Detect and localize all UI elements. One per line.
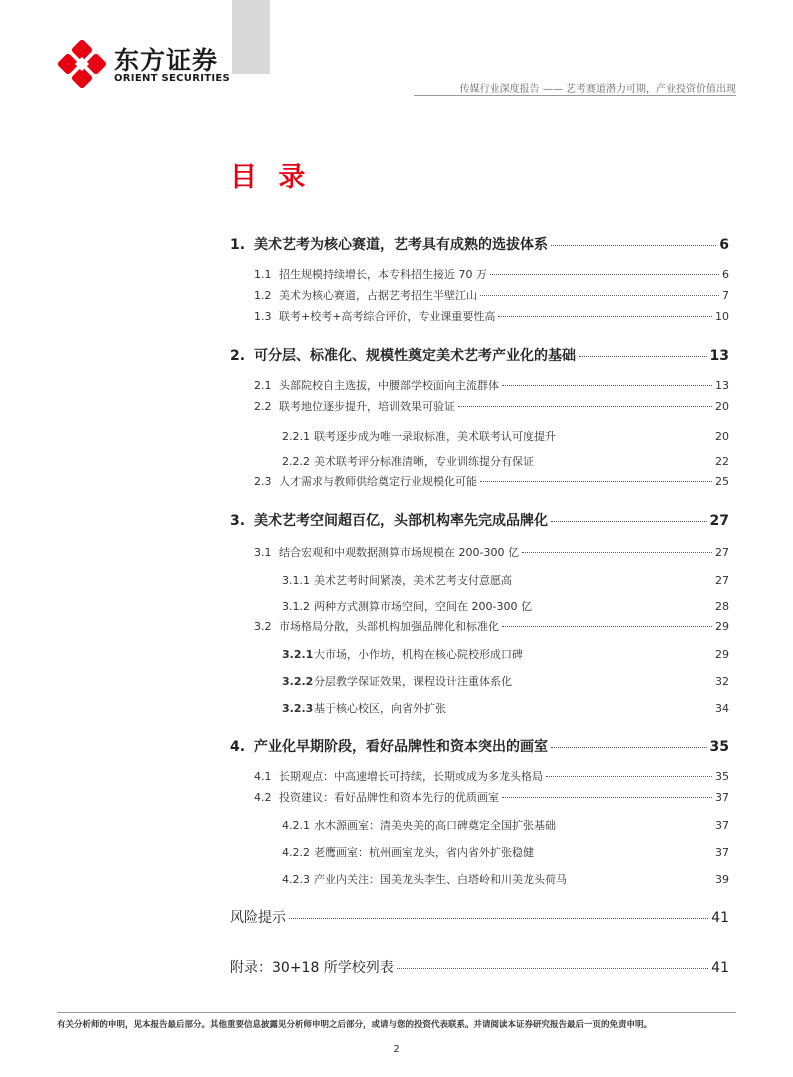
toc-entry-number: 3.2 bbox=[254, 620, 272, 633]
toc-entry-2-1[interactable] bbox=[254, 377, 729, 393]
toc-entry-text: 风险提示 bbox=[230, 910, 286, 926]
toc-title: 目 录 bbox=[230, 162, 312, 193]
toc-entry-number: 2.1 bbox=[254, 379, 272, 392]
dot-leader bbox=[502, 626, 712, 627]
dot-leader bbox=[551, 245, 716, 246]
toc-entry-page: 6 bbox=[722, 268, 729, 281]
footer-divider bbox=[57, 1012, 736, 1013]
dot-leader bbox=[579, 356, 707, 357]
dot-leader bbox=[502, 385, 712, 386]
toc-entry-number: 3.2.3 bbox=[282, 702, 314, 715]
toc-entry-page: 28 bbox=[715, 600, 729, 613]
dot-leader bbox=[551, 521, 707, 522]
toc-entry-text: 分层教学保证效果，课程设计注重体系化 bbox=[314, 675, 512, 688]
toc-entry-3-1[interactable] bbox=[254, 544, 729, 560]
header-gray-block bbox=[232, 0, 270, 74]
toc-entry-page: 41 bbox=[711, 960, 729, 976]
toc-entry-text: 市场格局分散，头部机构加强品牌化和标准化 bbox=[279, 620, 499, 633]
toc-entry-text: 长期观点：中高速增长可持续，长期或成为多龙头格局 bbox=[279, 770, 543, 783]
toc-entry-text: 附录：30+18 所学校列表 bbox=[230, 960, 394, 976]
toc-entry-text: 产业内关注：国美龙头李生、白塔岭和川美龙头荷马 bbox=[314, 873, 567, 886]
toc-entry-4-2-2[interactable] bbox=[282, 844, 729, 860]
toc-entry-1[interactable] bbox=[230, 234, 729, 254]
dot-leader bbox=[546, 776, 712, 777]
toc-entry-page: 37 bbox=[715, 819, 729, 832]
toc-entry-text: 美术艺考时间紧凑，美术艺考支付意愿高 bbox=[314, 574, 512, 587]
toc-entry-number: 1.1 bbox=[254, 268, 272, 281]
toc-entry-number: 1.2 bbox=[254, 289, 272, 302]
toc-entry-2[interactable] bbox=[230, 345, 729, 365]
dot-leader bbox=[502, 797, 712, 798]
toc-entry-text: 投资建议：看好品牌性和资本先行的优质画室 bbox=[279, 791, 499, 804]
toc-entry-number: 4.2.2 bbox=[282, 846, 310, 859]
toc-entry-4-2[interactable] bbox=[254, 789, 729, 805]
toc-entry-page: 13 bbox=[715, 379, 729, 392]
toc-entry-page: 22 bbox=[715, 455, 729, 468]
toc-entry-text: 人才需求与教师供给奠定行业规模化可能 bbox=[279, 475, 477, 488]
toc-entry-number: 4.2.3 bbox=[282, 873, 310, 886]
toc-entry-number: 1. bbox=[230, 237, 246, 253]
toc-entry-page: 27 bbox=[715, 574, 729, 587]
toc-entry-number: 3.2.1 bbox=[282, 648, 314, 661]
toc-entry-text: 联考逐步成为唯一录取标准，美术联考认可度提升 bbox=[314, 430, 556, 443]
toc-entry-page: 35 bbox=[709, 739, 729, 755]
toc-entry-4[interactable] bbox=[230, 736, 729, 756]
toc-entry-text: 基于核心校区，向省外扩张 bbox=[314, 702, 446, 715]
toc-entry-2-2-1[interactable] bbox=[282, 428, 729, 444]
toc-entry-page: 7 bbox=[722, 289, 729, 302]
toc-entry-page: 34 bbox=[715, 702, 729, 715]
toc-entry-text: 大市场，小作坊，机构在核心院校形成口碑 bbox=[314, 648, 523, 661]
toc-entry-number: 4.2.1 bbox=[282, 819, 310, 832]
orient-securities-logo-icon bbox=[58, 40, 106, 88]
toc-entry-text: 产业化早期阶段，看好品牌性和资本突出的画室 bbox=[254, 739, 548, 755]
toc-entry-3-2-2[interactable] bbox=[282, 673, 729, 689]
toc-entry-text: 美术联考评分标准清晰，专业训练提分有保证 bbox=[314, 455, 534, 468]
toc-entry-page: 37 bbox=[715, 791, 729, 804]
toc-entry-number: 4. bbox=[230, 739, 246, 755]
toc-entry-number: 3.1.2 bbox=[282, 600, 310, 613]
toc-entry-number: 4.2 bbox=[254, 791, 272, 804]
dot-leader bbox=[397, 968, 708, 969]
toc-entry-3-1-1[interactable] bbox=[282, 572, 729, 588]
dot-leader bbox=[490, 274, 719, 275]
toc-entry-page: 32 bbox=[715, 675, 729, 688]
dot-leader bbox=[551, 747, 707, 748]
toc-entry-number: 4.1 bbox=[254, 770, 272, 783]
toc-entry-text: 可分层、标准化、规模性奠定美术艺考产业化的基础 bbox=[254, 348, 576, 364]
toc-entry-page: 39 bbox=[715, 873, 729, 886]
toc-entry-number: 3.1.1 bbox=[282, 574, 310, 587]
dot-leader bbox=[498, 316, 712, 317]
toc-entry-page: 41 bbox=[711, 910, 729, 926]
toc-entry-page: 29 bbox=[715, 648, 729, 661]
toc-entry-2-3[interactable] bbox=[254, 473, 729, 489]
toc-entry-3[interactable] bbox=[230, 510, 729, 530]
toc-entry-text: 联考地位逐步提升，培训效果可验证 bbox=[279, 400, 455, 413]
dot-leader bbox=[480, 295, 719, 296]
toc-entry-text: 招生规模持续增长，本专科招生接近 70 万 bbox=[279, 268, 487, 281]
toc-entry-number: 3.1 bbox=[254, 546, 272, 559]
toc-entry-text: 老鹰画室：杭州画室龙头，省内省外扩张稳健 bbox=[314, 846, 534, 859]
toc-entry-text: 结合宏观和中观数据测算市场规模在 200-300 亿 bbox=[279, 546, 519, 559]
toc-entry-text: 美术艺考为核心赛道，艺考具有成熟的选拔体系 bbox=[254, 237, 548, 253]
dot-leader bbox=[289, 918, 708, 919]
toc-entry-3-2-3[interactable] bbox=[282, 700, 729, 716]
toc-entry-4-2-3[interactable] bbox=[282, 871, 729, 887]
report-header-title: 传媒行业深度报告 —— 艺考赛道潜力可期，产业投资价值出现 bbox=[459, 84, 736, 95]
toc-entry-text: 两种方式测算市场空间，空间在 200-300 亿 bbox=[314, 600, 532, 613]
toc-entry-4-2-1[interactable] bbox=[282, 817, 729, 833]
toc-entry-page: 35 bbox=[715, 770, 729, 783]
toc-entry-3-1-2[interactable] bbox=[282, 598, 729, 614]
toc-entry-number: 1.3 bbox=[254, 310, 272, 323]
toc-entry-1-1[interactable] bbox=[254, 266, 729, 282]
toc-entry-2-2-2[interactable] bbox=[282, 453, 729, 469]
toc-entry-text: 美术为核心赛道，占据艺考招生半壁江山 bbox=[279, 289, 477, 302]
toc-entry-text: 联考+校考+高考综合评价，专业课重要性高 bbox=[279, 310, 496, 323]
toc-entry-number: 3. bbox=[230, 513, 246, 529]
toc-entry-page: 37 bbox=[715, 846, 729, 859]
toc-entry-4-1[interactable] bbox=[254, 768, 729, 784]
brand-name-en: ORIENT SECURITIES bbox=[114, 73, 231, 84]
page-number: 2 bbox=[393, 1044, 400, 1055]
toc-entry-appendix[interactable] bbox=[230, 957, 729, 977]
toc-entry-3-2-1[interactable] bbox=[282, 646, 729, 662]
toc-entry-text: 头部院校自主选拔，中腰部学校面向主流群体 bbox=[279, 379, 499, 392]
disclaimer-text: 有关分析师的申明，见本报告最后部分。其他重要信息披露见分析师申明之后部分，或请与您的投资代表联系。并请阅读本证券研究报告最后一页的免责申明。 bbox=[57, 1020, 653, 1030]
toc-entry-2-2[interactable] bbox=[254, 398, 729, 414]
toc-entry-number: 2.2.2 bbox=[282, 455, 310, 468]
toc-entry-1-2[interactable] bbox=[254, 287, 729, 303]
dot-leader bbox=[480, 481, 712, 482]
toc-entry-page: 20 bbox=[715, 430, 729, 443]
toc-entry-number: 2.2 bbox=[254, 400, 272, 413]
toc-entry-text: 水木源画室：清美央美的高口碑奠定全国扩张基础 bbox=[314, 819, 556, 832]
toc-entry-text: 美术艺考空间超百亿，头部机构率先完成品牌化 bbox=[254, 513, 548, 529]
toc-entry-number: 2.3 bbox=[254, 475, 272, 488]
toc-entry-risk[interactable] bbox=[230, 907, 729, 927]
toc-entry-page: 13 bbox=[709, 348, 729, 364]
toc-entry-number: 2.2.1 bbox=[282, 430, 310, 443]
dot-leader bbox=[522, 552, 712, 553]
dot-leader bbox=[458, 406, 712, 407]
toc-entry-page: 10 bbox=[715, 310, 729, 323]
toc-entry-number: 3.2.2 bbox=[282, 675, 314, 688]
toc-entry-page: 29 bbox=[715, 620, 729, 633]
toc-entry-page: 27 bbox=[709, 513, 729, 529]
toc-entry-1-3[interactable] bbox=[254, 308, 729, 324]
toc-entry-page: 6 bbox=[719, 237, 729, 253]
toc-entry-page: 27 bbox=[715, 546, 729, 559]
toc-entry-number: 2. bbox=[230, 348, 246, 364]
header-divider bbox=[414, 95, 736, 96]
toc-entry-3-2[interactable] bbox=[254, 618, 729, 634]
toc-entry-page: 20 bbox=[715, 400, 729, 413]
brand-name-cn: 东方证券 bbox=[114, 46, 219, 75]
toc-entry-page: 25 bbox=[715, 475, 729, 488]
